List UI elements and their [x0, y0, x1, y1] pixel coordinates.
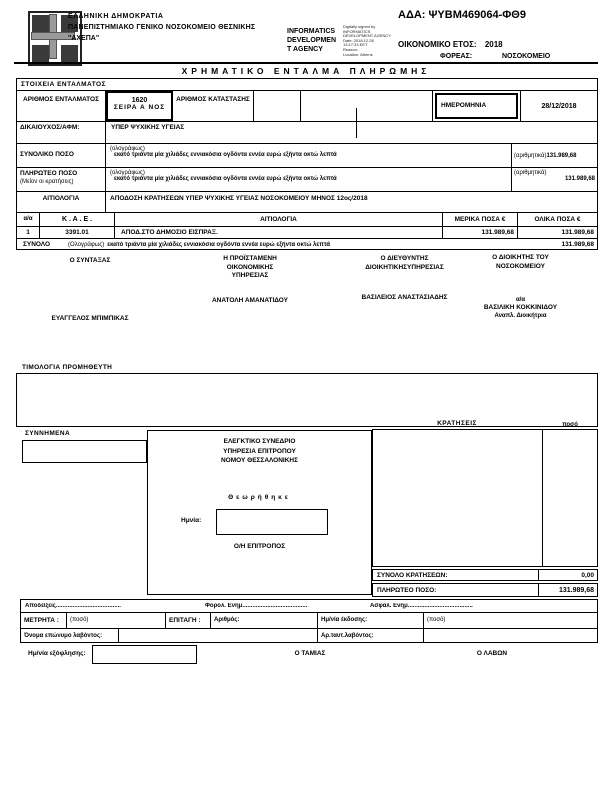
cheque-amount-label: (ποσό) [427, 617, 446, 623]
warrant-section-title: ΣΤΟΙΧΕΙΑ ΕΝΤΑΛΜΑΤΟΣ [21, 81, 107, 88]
warrant-number-label-text: ΑΡΙΘΜΟΣ ΕΝΤΑΛΜΑΤΟΣ [23, 96, 99, 103]
warrant-section-header [17, 79, 597, 91]
total-amount-row [17, 144, 597, 168]
payable-label: ΠΛΗΡΩΤΕΟ ΠΟΣΟ [20, 170, 78, 177]
signature-line: INFORMATICS [343, 28, 371, 34]
org-name-line3: "ΑΧΕΠΑ" [68, 35, 100, 42]
role-line: ΔΙΟΙΚΗΤΙΚΗΣΥΠΗΡΕΣΙΑΣ [365, 263, 444, 271]
audit-date-row [148, 507, 371, 541]
kae-header-kae: Κ . Α . Ε . [40, 213, 115, 226]
entity-label: ΦΟΡΕΑΣ: [440, 53, 473, 60]
cheque-label: ΕΠΙΤΑΓΗ : [166, 613, 211, 628]
role-line: ΥΠΗΡΕΣΙΑΣ [231, 272, 269, 279]
warrant-number-label [17, 91, 106, 121]
payable-amount-value: 131.989,68 [564, 176, 595, 182]
role-line: Η ΠΡΟΪΣΤΑΜΕΝΗ [223, 255, 277, 262]
payable-amount-row [17, 168, 597, 192]
signature-name-kokkinidou: ΒΑΣΙΛΙΚΗ ΚΟΚΚΙΝΙΔΟΥ [483, 304, 558, 311]
warrant-table [16, 78, 598, 250]
recipient-id-label: Αρ.ταυτ.λαβόντος: [318, 629, 424, 643]
cashier-label: Ο ΤΑΜΙΑΣ [294, 650, 326, 657]
informatics-line: DEVELOPMEN [287, 37, 337, 44]
header-divider [14, 62, 598, 64]
cash-label: ΜΕΤΡΗΤΑ : [21, 613, 67, 628]
deductions-total-value: 0,00 [581, 571, 594, 579]
issue-date-label: Ημ/νία έκδοσης: [318, 613, 424, 628]
payment-table [20, 599, 598, 643]
kae-row-kae: 3391.01 [40, 227, 115, 238]
signature-line: DEVELOPMENT AGENCY [343, 33, 391, 39]
date-value: 28/12/2018 [541, 103, 577, 110]
empty-cell [254, 91, 301, 121]
total-amount-words-cell [106, 144, 512, 167]
logo-quadrant [32, 15, 49, 32]
logo-quadrant [32, 45, 49, 62]
signature-line: Digitally signed by [343, 24, 376, 29]
recipient-row [21, 629, 597, 643]
signature-by: α/α [515, 297, 526, 303]
role-line: Ο ΔΙΟΙΚΗΤΗΣ ΤΟΥ [492, 254, 549, 261]
total-amount-value: 131.989,68 [546, 153, 577, 159]
kae-header-partial: ΜΕΡΙΚΑ ΠΟΣΑ € [443, 213, 518, 226]
kae-header-reason: ΑΙΤΙΟΛΟΓΙΑ [115, 213, 443, 226]
ada-value: ΨΥΒΜ469064-ΦΘ9 [428, 9, 526, 21]
logo-quadrant [61, 45, 78, 62]
deductions-header: ΚΡΑΤΗΣΕΙΣ [437, 420, 477, 427]
total-amount-words: εκατό τριάντα μία χιλιάδες εννιακόσια ογδόντα εννέα ευρώ εξήντα οκτώ λεπτά [114, 152, 337, 158]
kae-sum-row [17, 239, 597, 250]
kae-row-total: 131.989,68 [561, 229, 594, 236]
cash-cheque-row [21, 613, 597, 629]
clearance-row [21, 600, 597, 613]
kae-header-index: α/α [17, 213, 40, 226]
net-payable-value: 131.989,68 [558, 586, 594, 594]
in-numbers-label: (αριθμητικά) [514, 153, 547, 159]
audit-court-box [147, 430, 372, 595]
payable-sublabel: (Μείον οι κρατήσεις) [20, 179, 74, 185]
signature-name-amanatidou: ΑΝΑΤΟΛΗ ΑΜΑΝΑΤΙΔΟΥ [211, 297, 288, 304]
total-amount-numeric-cell [512, 144, 597, 167]
status-number-label-text: ΑΡΙΘΜΟΣ ΚΑΤΑΣΤΑΣΗΣ [176, 96, 250, 103]
audit-date-label: Ημνία: [181, 516, 202, 524]
attachments-label: ΣΥΝΝΗΜΕΝΑ [25, 430, 71, 437]
kae-header-total: ΟΛΙΚΑ ΠΟΣΑ € [534, 216, 581, 223]
recipient-sign-label: Ο ΛΑΒΩΝ [476, 650, 508, 657]
insurance-clearance-label: Ασφαλ. Ενημ....................................... [370, 603, 473, 609]
document-title: ΧΡΗΜΑΤΙΚΟ ΕΝΤΑΛΜΑ ΠΛΗΡΩΜΗΣ [181, 66, 431, 76]
signature-name-bimpikas: ΕΥΑΓΓΕΛΟΣ ΜΠΙΜΠΙΚΑΣ [51, 315, 129, 322]
signature-role-dieythintis [337, 255, 472, 272]
informatics-agency-stamp [287, 27, 336, 54]
deductions-list-area [373, 430, 543, 566]
stray-divider [356, 108, 357, 121]
payable-amount-numeric-cell [512, 168, 597, 191]
attachments-box [22, 440, 147, 463]
stray-divider [356, 122, 357, 138]
beneficiary-row [17, 122, 597, 144]
kae-header-row [17, 213, 597, 227]
kae-row-reason: ΑΠΟΔ.ΣΤΟ ΔΗΜΟΣΙΟ ΕΙΣΠΡΑΞ. [115, 227, 443, 238]
audit-line: ΕΛΕΓΚΤΙΚΟ ΣΥΝΕΔΡΙΟ [223, 438, 296, 445]
settle-date-label: Ημ/νία εξόφλησης: [28, 650, 86, 657]
cheque-number-label: Αριθμός: [211, 613, 318, 628]
status-number-label [173, 91, 254, 121]
reason-label: ΑΙΤΙΟΛΟΓΙΑ [17, 192, 106, 212]
beneficiary-value-cell [106, 122, 597, 143]
in-words-label: (ολογράφως) [110, 146, 145, 152]
signature-line: Location: Athens [343, 51, 373, 57]
audit-line: ΥΠΗΡΕΣΙΑ ΕΠΙΤΡΟΠΟΥ [223, 447, 296, 455]
tax-clearance-label: Φορολ. Ενημ....................................... [205, 603, 308, 609]
beneficiary-value: ΥΠΕΡ ΨΥΧΙΚΗΣ ΥΓΕΙΑΣ [111, 124, 185, 131]
role-line: ΝΟΣΟΚΟΜΕΙΟΥ [496, 262, 545, 270]
role-line: Ο ΔΙΕΥΘΥΝΤΗΣ [380, 255, 429, 262]
informatics-line: INFORMATICS [287, 28, 336, 35]
digital-signature-block [343, 25, 399, 57]
warrant-number-row [17, 91, 597, 122]
payable-amount-label-cell [17, 168, 106, 191]
signature-line: Date: 2018.12.28 [343, 37, 374, 43]
payable-amount-words-cell [106, 168, 512, 191]
signature-title: Αναπλ. Διοικήτρια [494, 313, 547, 319]
role-line: ΟΙΚΟΝΟΜΙΚΗΣ [226, 263, 274, 271]
warrant-number-cell [106, 91, 173, 121]
warrant-series: ΣΕΙΡΑ Α ΝΟΣ [113, 104, 166, 111]
sum-words-label: (Ολογράφως) [68, 241, 105, 248]
signature-role-proistameni [185, 255, 315, 281]
warrant-number-value: 1620 [131, 97, 148, 104]
recipient-name-field [119, 629, 318, 643]
beneficiary-label: ΔΙΚΑΙΟΥΧΟΣ/ΑΦΜ: [17, 122, 106, 143]
net-payable-label: ΠΛΗΡΩΤΕΟ ΠΟΣΟ: [373, 584, 539, 596]
recipient-name-label: Όνομα επώνυμο λαβόντος: [21, 629, 119, 643]
sum-words: εκατό τριάντα μία χιλιάδες εννιακόσια ογδόντα εννέα ευρώ εξήντα οκτώ λεπτά [107, 241, 331, 248]
informatics-line: T AGENCY [287, 46, 323, 53]
settle-date-box [92, 645, 197, 664]
fiscal-year-value: 2018 [484, 40, 503, 49]
fiscal-year-label: ΟΙΚΟΝΟΜΙΚΟ ΕΤΟΣ: [398, 40, 477, 49]
supplier-invoices-label: ΤΙΜΟΛΟΓΙΑ ΠΡΟΜΗΘΕΥΤΗ [22, 364, 113, 371]
signature-role-dioikitis [458, 254, 583, 271]
in-numbers-label: (αριθμητικά) [514, 170, 547, 176]
in-words-label: (ολογράφως) [110, 170, 145, 176]
reason-row [17, 192, 597, 213]
audit-court-header [148, 431, 371, 466]
reason-value: ΑΠΟΔΟΣΗ ΚΡΑΤΗΣΕΩΝ ΥΠΕΡ ΨΥΧΙΚΗΣ ΥΓΕΙΑΣ ΝΟΣΟΚΟΜΕΙΟΥ ΜΗΝΟΣ 12ος/2018 [110, 195, 368, 202]
empty-cell [301, 91, 433, 121]
signature-name-anastasiadis: ΒΑΣΙΛΕΙΟΣ ΑΝΑΣΤΑΣΙΑΔΗΣ [361, 294, 448, 301]
signature-block-kokkinidou [458, 296, 583, 320]
signature-line: 13:17:33 EET [343, 42, 368, 48]
kae-row-partial: 131.989,68 [443, 227, 518, 238]
deductions-amount-header: ποσό [562, 422, 578, 428]
entity-value: ΝΟΣΟΚΟΜΕΙΟ [502, 53, 551, 60]
kae-row-index: 1 [17, 227, 40, 238]
cash-amount-label: (ποσό) [67, 613, 166, 628]
deductions-box [372, 429, 598, 567]
deductions-total-label: ΣΥΝΟΛΟ ΚΡΑΤΗΣΕΩΝ: [373, 570, 539, 580]
signature-line: Reason: [343, 46, 358, 52]
date-label-cell [433, 91, 521, 121]
receipts-label: Αποδείξεις....................................... [25, 603, 121, 609]
commissioner-label: Ο/Η ΕΠΙΤΡΟΠΟΣ [233, 542, 286, 550]
org-name-line2: ΠΑΝΕΠΙΣΤΗΜΙΑΚΟ ΓΕΝΙΚΟ ΝΟΣΟΚΟΜΕΙΟ ΘΕΣΝΙΚΗΣ [68, 24, 256, 31]
ada-label: ΑΔΑ: [398, 9, 426, 21]
payable-amount-words: εκατό τριάντα μία χιλιάδες εννιακόσια ογδόντα εννέα ευρώ εξήντα οκτώ λεπτά [114, 176, 337, 182]
kae-data-row [17, 227, 597, 239]
supplier-invoices-box [16, 373, 598, 427]
deductions-total-row [372, 569, 598, 581]
net-payable-row [372, 583, 598, 597]
approved-stamp: Θεωρήθηκε [228, 493, 291, 501]
audit-line: ΝΟΜΟΥ ΘΕΣΣΑΛΟΝΙΚΗΣ [220, 457, 299, 464]
ada-line [398, 9, 526, 21]
recipient-id-field [424, 629, 597, 643]
total-amount-label: ΣΥΝΟΛΙΚΟ ΠΟΣΟ [17, 144, 106, 167]
sum-total: 131.989,68 [561, 241, 594, 248]
fiscal-year-line [398, 40, 503, 49]
signature-role-syntaxas: Ο ΣΥΝΤΑΞΑΣ [69, 257, 111, 264]
sum-label: ΣΥΝΟΛΟ [23, 241, 51, 248]
audit-date-box [216, 509, 328, 535]
org-name-line1: ΕΛΛΗΝΙΚΗ ΔΗΜΟΚΡΑΤΙΑ [68, 13, 164, 20]
date-label: ΗΜΕΡΟΜΗΝΙΑ [435, 93, 518, 119]
